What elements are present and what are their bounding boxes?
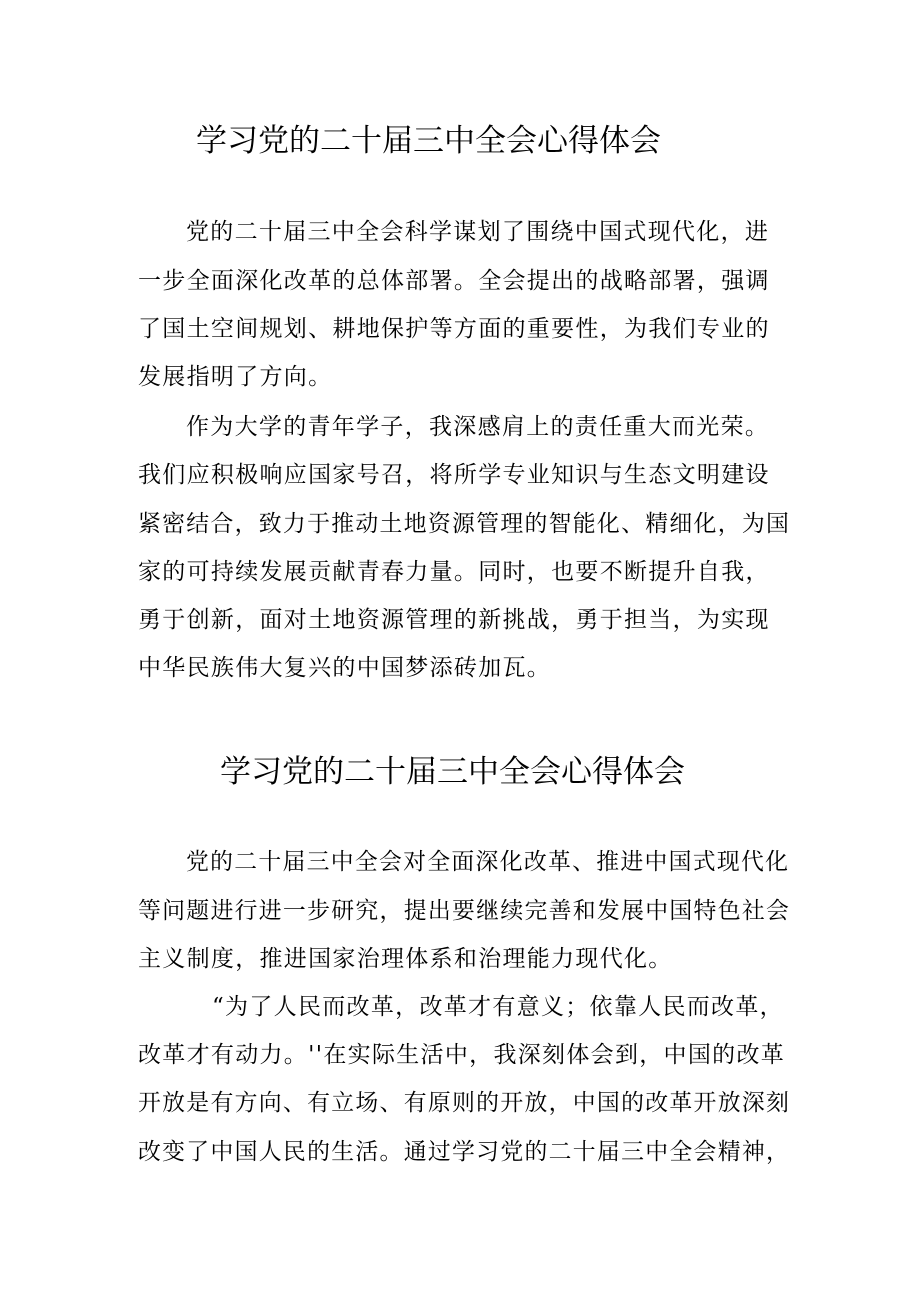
article2-p1-line1: 党的二十届三中全会对全面深化改革、推进中国式现代化 [186, 849, 790, 875]
article1-p2-line5: 勇于创新，面对土地资源管理的新挑战，勇于担当，为实现 [138, 607, 770, 633]
article1-p1-line4: 发展指明了方向。 [138, 364, 333, 390]
article1-p1-line1: 党的二十届三中全会科学谋划了围绕中国式现代化，进 [186, 219, 770, 245]
article1-p2-line1: 作为大学的青年学子，我深感肩上的责任重大而光荣。 [186, 414, 770, 440]
article1-p2-line6: 中华民族伟大复兴的中国梦添砖加瓦。 [138, 655, 552, 681]
article1-p1-line2: 一步全面深化改革的总体部署。全会提出的战略部署，强调 [138, 268, 770, 294]
article2-p2-line2: 改革才有动力。''在实际生活中，我深刻体会到，中国的改革 [138, 1042, 786, 1068]
article1-p1-line3: 了国土空间规划、耕地保护等方面的重要性，为我们专业的 [138, 316, 770, 342]
article2-p2-line3: 开放是有方向、有立场、有原则的开放，中国的改革开放深刻 [138, 1090, 791, 1116]
article1-title: 学习党的二十届三中全会心得体会 [196, 123, 661, 159]
article1-p2-line3: 紧密结合，致力于推动土地资源管理的智能化、精细化，为国 [138, 511, 791, 537]
article2-p2-line4: 改变了中国人民的生活。通过学习党的二十届三中全会精神， [138, 1139, 791, 1165]
article2-p1-line2: 等问题进行进一步研究，提出要继续完善和发展中国特色社会 [138, 898, 791, 924]
article2-p1-line3: 主义制度，推进国家治理体系和治理能力现代化。 [138, 946, 673, 972]
article2-p2-line1: “为了人民而改革，改革才有意义；依靠人民而改革， [212, 994, 784, 1020]
article2-title: 学习党的二十届三中全会心得体会 [220, 754, 685, 790]
article1-p2-line4: 家的可持续发展贡献青春力量。同时，也要不断提升自我， [138, 559, 770, 585]
article1-p2-line2: 我们应积极响应国家号召，将所学专业知识与生态文明建设 [138, 462, 770, 488]
